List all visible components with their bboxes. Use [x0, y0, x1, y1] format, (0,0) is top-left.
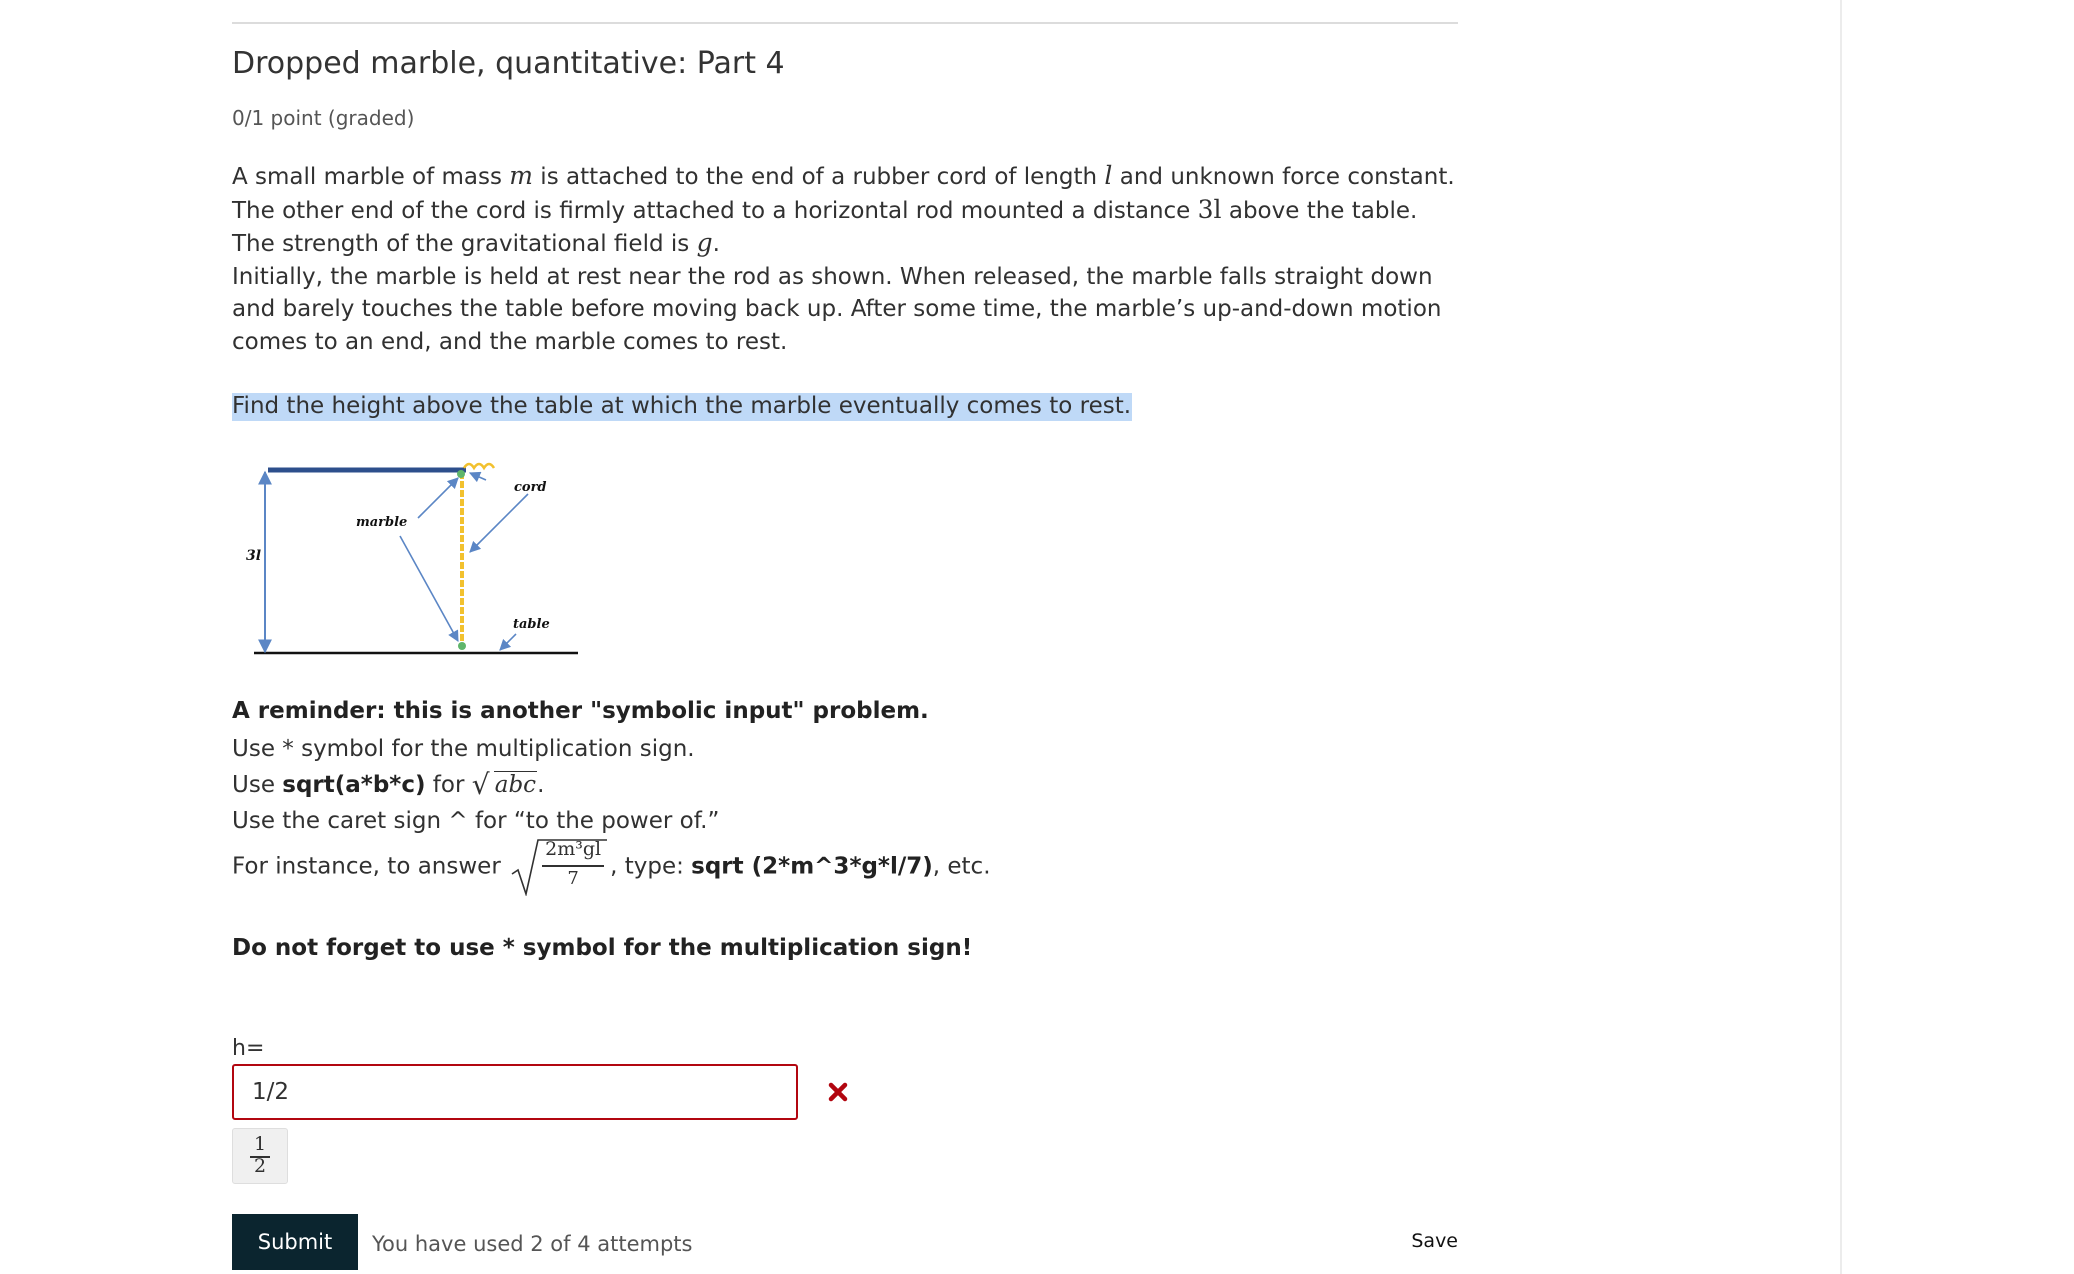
- reminder-line-example: For instance, to answer $\frac{\text{2m³gl}}{7}$ , type: sqrt (2*m^3*g*l/7), etc.: [232, 838, 991, 896]
- reminder-line-caret: Use the caret sign ^ for “to the power of.”: [232, 808, 720, 834]
- points-status: 0/1 point (graded): [232, 106, 415, 130]
- reminder-title: A reminder: this is another "symbolic input" problem.: [232, 698, 929, 724]
- save-button[interactable]: Save: [1411, 1230, 1458, 1252]
- question-text: Find the height above the table at which the marble eventually comes to rest.: [232, 393, 1132, 419]
- problem-description: [232, 160, 1458, 358]
- label-cord: cord: [514, 480, 547, 495]
- label-3l: 3l: [246, 548, 262, 564]
- marble-top: [457, 470, 465, 478]
- cord-arrow-top: [470, 473, 486, 480]
- description-paragraph-2: Initially, the marble is held at rest near the rod as shown. When released, the marble falls straight down and barely touches the table before moving back up. After some time, the marble’s up-and-down motion comes to an end, and the marble comes to rest.: [232, 263, 1442, 355]
- marble-arrow-top: [418, 478, 458, 518]
- marble-diagram-svg: [238, 456, 578, 656]
- cord-arrow-mid: [470, 494, 528, 552]
- right-divider: [1840, 0, 1842, 1274]
- marble-bottom: [458, 642, 466, 650]
- table-arrow: [500, 634, 516, 650]
- incorrect-x-icon: [828, 1082, 848, 1102]
- marble-diagram: [238, 456, 578, 660]
- answer-input[interactable]: 1/2: [232, 1064, 798, 1120]
- sqrt-abc-math: √ abc: [471, 768, 537, 801]
- problem-title: Dropped marble, quantitative: Part 4: [232, 46, 785, 81]
- reminder-line-sqrt: Use sqrt(a*b*c) for √ abc.: [232, 768, 545, 801]
- multiplication-warning: Do not forget to use * symbol for the multiplication sign!: [232, 935, 973, 961]
- answer-label: h=: [232, 1036, 265, 1061]
- reminder-line-multiplication: Use * symbol for the multiplication sign.: [232, 736, 695, 762]
- description-paragraph-1: A small marble of mass m is attached to the end of a rubber cord of length l and unknown force constant. The other end of the cord is firmly attached to a horizontal rod mounted a distance 3l above the table. The strength of the gravitational field is g.: [232, 161, 1455, 257]
- label-table: table: [513, 617, 550, 632]
- top-divider: [232, 22, 1458, 24]
- answer-preview: 1 2: [232, 1128, 288, 1184]
- attempts-counter: You have used 2 of 4 attempts: [372, 1232, 693, 1256]
- marble-arrow-bottom: [400, 536, 458, 641]
- submit-button[interactable]: Submit: [232, 1214, 358, 1270]
- cord-coil: [464, 464, 494, 468]
- label-marble: marble: [356, 515, 408, 530]
- example-sqrt-fraction: $\frac{\text{2m³gl}}{7}$: [510, 838, 608, 896]
